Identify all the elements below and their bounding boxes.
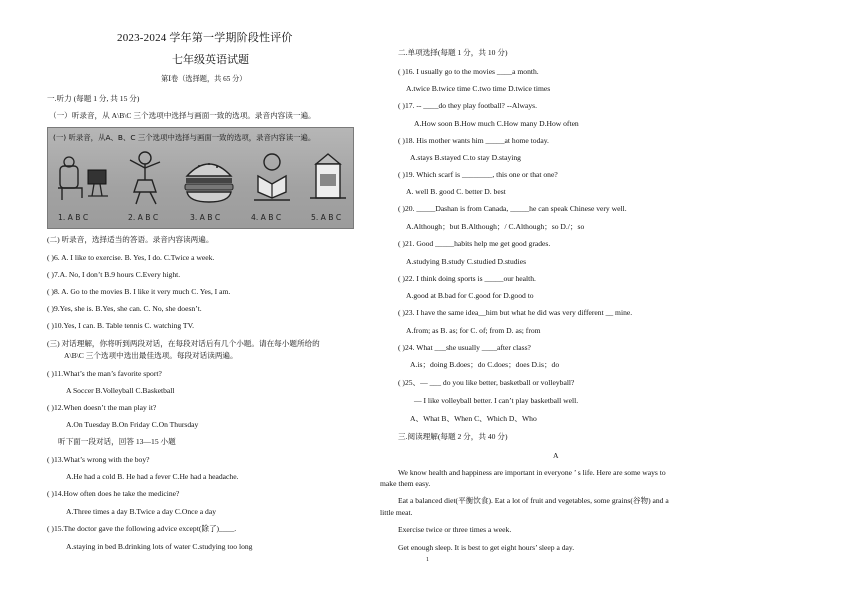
- section3-title: 三.阅读理解(每题 2 分，共 40 分): [398, 432, 508, 441]
- question-8: ( )8. A. Go to the movies B. I like it very much C. Yes, I am.: [47, 287, 231, 296]
- question-17-options: A.How soon B.How much C.How many D.How often: [414, 119, 579, 128]
- section1-part2-instruction: (二) 听录音，选择适当的答语。录音内容读两遍。: [47, 235, 214, 244]
- section1-part1-instruction: （一）听录音，从 A\B\C 三个选项中选择与画面一致的选项。录音内容读一遍。: [49, 111, 316, 120]
- question-6: ( )6. A. I like to exercise. B. Yes, I do. C.Twice a week.: [47, 253, 215, 262]
- picture-option-3: 3. A B C: [190, 213, 221, 222]
- section1-part3-instruction-cont: A\B\C 三个选项中选出最佳选项。每段对话读两遍。: [64, 351, 238, 360]
- question-25-reply: — I like volleyball better. I can’t play basketball well.: [414, 396, 579, 405]
- question-12-options: A.On Tuesday B.On Friday C.On Thursday: [66, 420, 199, 429]
- picture-option-5: 5. A B C: [311, 213, 342, 222]
- question-11: ( )11.What’s the man’s favorite sport?: [47, 369, 162, 378]
- question-21-options: A.studying B.study C.studied D.studies: [406, 257, 527, 266]
- question-13-options: A.He had a cold B. He had a fever C.He had a headache.: [66, 472, 239, 481]
- passage-para-2: Eat a balanced diet(平衡饮食). Eat a lot of fruit and vegetables, some grains(谷物) and a: [398, 496, 669, 505]
- question-23-options: A.from; as B. as; for C. of; from D. as; from: [406, 326, 541, 335]
- question-20: ( )20. _____Dashan is from Canada, _____he can speak Chinese very well.: [398, 204, 627, 213]
- question-25: ( )25、— ___ do you like better, basketball or volleyball?: [398, 378, 575, 387]
- listening-picture: [47, 127, 354, 229]
- question-16: ( )16. I usually go to the movies ____a month.: [398, 67, 539, 76]
- milk-carton-illustration: [306, 150, 350, 204]
- picture-option-1: 1. A B C: [58, 213, 89, 222]
- exam-title: 2023-2024 学年第一学期阶段性评价: [117, 32, 293, 44]
- question-17: ( )17. -- ____do they play football? --Always.: [398, 101, 537, 110]
- question-22: ( )22. I think doing sports is _____our health.: [398, 274, 536, 283]
- question-16-options: A.twice B.twice time C.two time D.twice times: [406, 84, 551, 93]
- hamburger-illustration: [183, 156, 235, 204]
- question-19-options: A. well B. good C. better D. best: [406, 187, 506, 196]
- passage-para-1: We know health and happiness are important in everyone ’ s life. Here are some ways to: [398, 468, 666, 477]
- question-22-options: A.good at B.bad for C.good for D.good to: [406, 291, 534, 300]
- question-11-options: A Soccer B.Volleyball C.Basketball: [66, 386, 175, 395]
- passage-label: A: [553, 451, 559, 460]
- question-14-options: A.Three times a day B.Twice a day C.Once a day: [66, 507, 217, 516]
- dialogue-instruction: 听下面一段对话，回答 13—15 小题: [58, 437, 176, 446]
- question-25-options: A、What B、When C、Which D、Who: [410, 414, 537, 423]
- question-18-options: A.stays B.stayed C.to stay D.staying: [410, 153, 521, 162]
- dancing-girl-illustration: [120, 148, 170, 206]
- passage-para-4: Get enough sleep. It is best to get eight hours’ sleep a day.: [398, 543, 575, 552]
- question-20-options: A.Although；but B.Although；/ C.Although；so D./；so: [406, 222, 585, 231]
- question-24: ( )24. What ___she usually ____after class?: [398, 343, 531, 352]
- question-7: ( )7.A. No, I don’t B.9 hours C.Every hight.: [47, 270, 181, 279]
- question-18: ( )18. His mother wants him _____at home today.: [398, 136, 549, 145]
- question-14: ( )14.How often does he take the medicine?: [47, 489, 180, 498]
- section1-part3-instruction: (三) 对话理解，你将听到两段对话，在每段对话后有几个小题。请在每小题所给的: [47, 339, 320, 348]
- volume-label: 第Ⅰ卷（选择题，共 65 分）: [161, 75, 247, 83]
- page-number: 1: [426, 557, 429, 563]
- question-15-options: A.staying in bed B.drinking lots of water C.studying too long: [66, 542, 253, 551]
- question-19: ( )19. Which scarf is ________, this one or that one?: [398, 170, 558, 179]
- passage-para-3: Exercise twice or three times a week.: [398, 525, 512, 534]
- question-9: ( )9.Yes, she is. B.Yes, she can. C. No, she doesn’t.: [47, 304, 202, 313]
- section1-title: 一.听力 (每题 1 分, 共 15 分): [47, 94, 140, 103]
- picture-option-2: 2. A B C: [128, 213, 159, 222]
- section2-title: 二.单项选择(每题 1 分，共 10 分): [398, 48, 508, 57]
- question-24-options: A.is；doing B.does；do C.does；does D.is；do: [410, 360, 560, 369]
- question-10: ( )10.Yes, I can. B. Table tennis C. watching TV.: [47, 321, 194, 330]
- picture-instruction: (一) 听录音，从A、B、C 三个选项中选择与画面一致的选项，录音内容读一遍。: [53, 133, 316, 142]
- question-15: ( )15.The doctor gave the following advice except(除了)____.: [47, 524, 237, 533]
- exam-subtitle: 七年级英语试题: [172, 54, 249, 66]
- picture-option-4: 4. A B C: [251, 213, 282, 222]
- reading-boy-illustration: [244, 150, 300, 204]
- passage-para-2-cont: little meat.: [380, 508, 413, 517]
- question-12: ( )12.When doesn’t the man play it?: [47, 403, 157, 412]
- tv-watching-illustration: [54, 152, 112, 204]
- question-23: ( )23. I have the same idea__him but what he did was very different __ mine.: [398, 308, 633, 317]
- question-21: ( )21. Good _____habits help me get good grades.: [398, 239, 551, 248]
- question-13: ( )13.What’s wrong with the boy?: [47, 455, 150, 464]
- passage-para-1-cont: make them easy.: [380, 479, 431, 488]
